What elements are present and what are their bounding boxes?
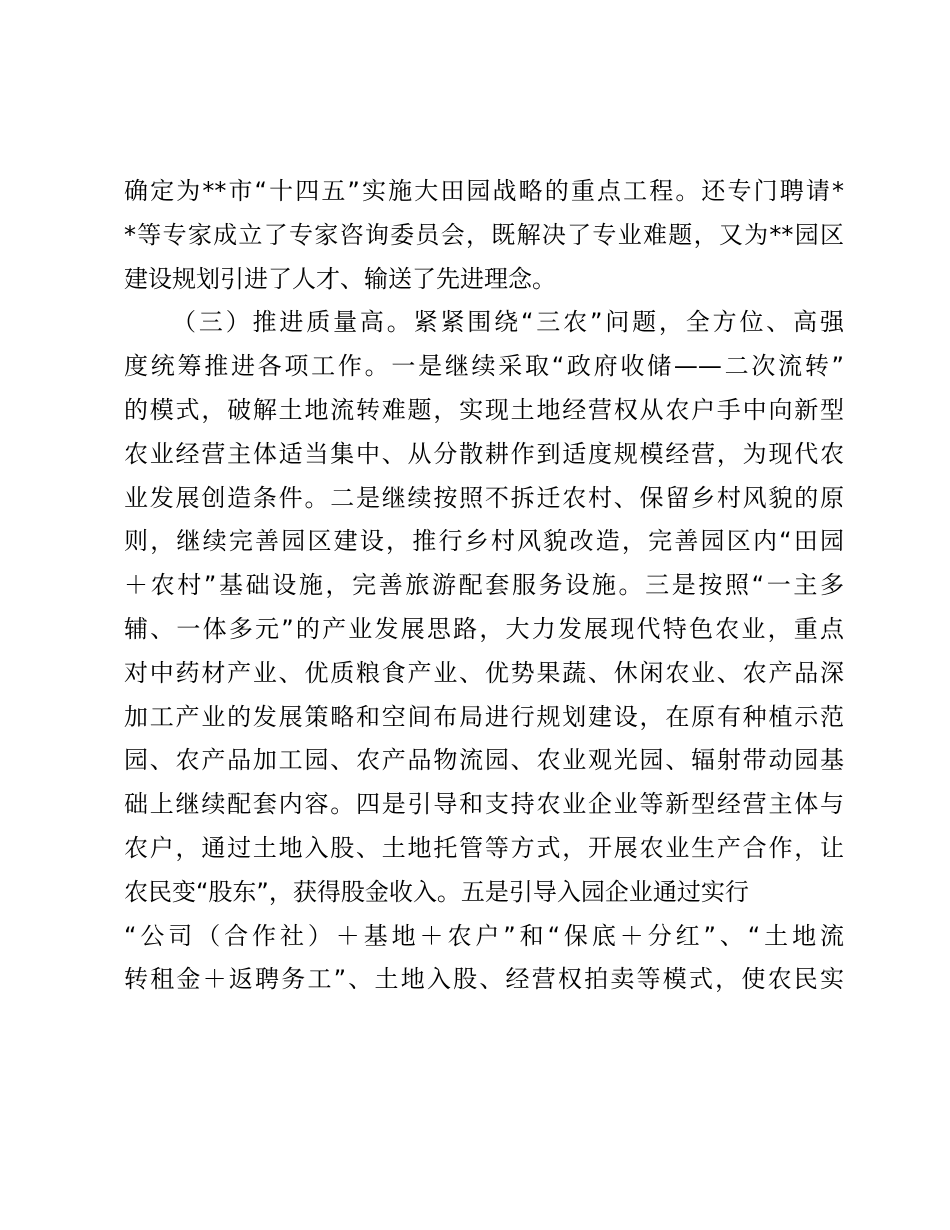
paragraph-1 xyxy=(124,170,844,301)
text-line: 确定为**市“十四五”实施大田园战略的重点工程。还专门聘请* xyxy=(124,177,844,205)
text-line: 园、农产品加工园、农产品物流园、农业观光园、辐射带动园基 xyxy=(124,746,844,775)
text-line: ＋农村”基础设施，完善旅游配套服务设施。三是按照“一主多 xyxy=(124,571,844,600)
text-line: *等专家成立了专家咨询委员会，既解决了专业难题，又为**园区 xyxy=(124,220,844,249)
text-line: 的模式，破解土地流转难题，实现土地经营权从农户手中向新型 xyxy=(124,395,844,424)
text-line: 加工产业的发展策略和空间布局进行规划建设，在原有种植示范 xyxy=(124,702,844,731)
text-line: 农民变“股东”，获得股金收入。五是引导入园企业通过实行 xyxy=(124,877,749,906)
text-line: 业发展创造条件。二是继续按照不拆迁农村、保留乡村风貌的原 xyxy=(124,483,844,512)
body-text xyxy=(124,170,844,1002)
text-line: 度统筹推进各项工作。一是继续采取“政府收储——二次流转” xyxy=(124,352,844,381)
text-line: 础上继续配套内容。四是引导和支持农业企业等新型经营主体与 xyxy=(124,790,844,819)
text-line: 转租金＋返聘务工”、土地入股、经营权拍卖等模式，使农民实 xyxy=(124,965,844,994)
text-line: 辅、一体多元”的产业发展思路，大力发展现代特色农业，重点 xyxy=(124,614,844,643)
text-line: 对中药材产业、优质粮食产业、优势果蔬、休闲农业、农产品深 xyxy=(124,658,844,687)
text-line: 建设规划引进了人才、输送了先进理念。 xyxy=(124,264,556,293)
text-line: 则，继续完善园区建设，推行乡村风貌改造，完善园区内“田园 xyxy=(124,527,844,556)
text-line: “公司（合作社）＋基地＋农户”和“保底＋分红”、“土地流 xyxy=(124,921,844,950)
paragraph-2 xyxy=(124,301,844,1002)
text-line: 农业经营主体适当集中、从分散耕作到适度规模经营，为现代农 xyxy=(124,439,844,468)
text-line: （三）推进质量高。紧紧围绕“三农”问题，全方位、高强 xyxy=(172,308,844,337)
text-line: 农户，通过土地入股、土地托管等方式，开展农业生产合作，让 xyxy=(124,833,844,862)
